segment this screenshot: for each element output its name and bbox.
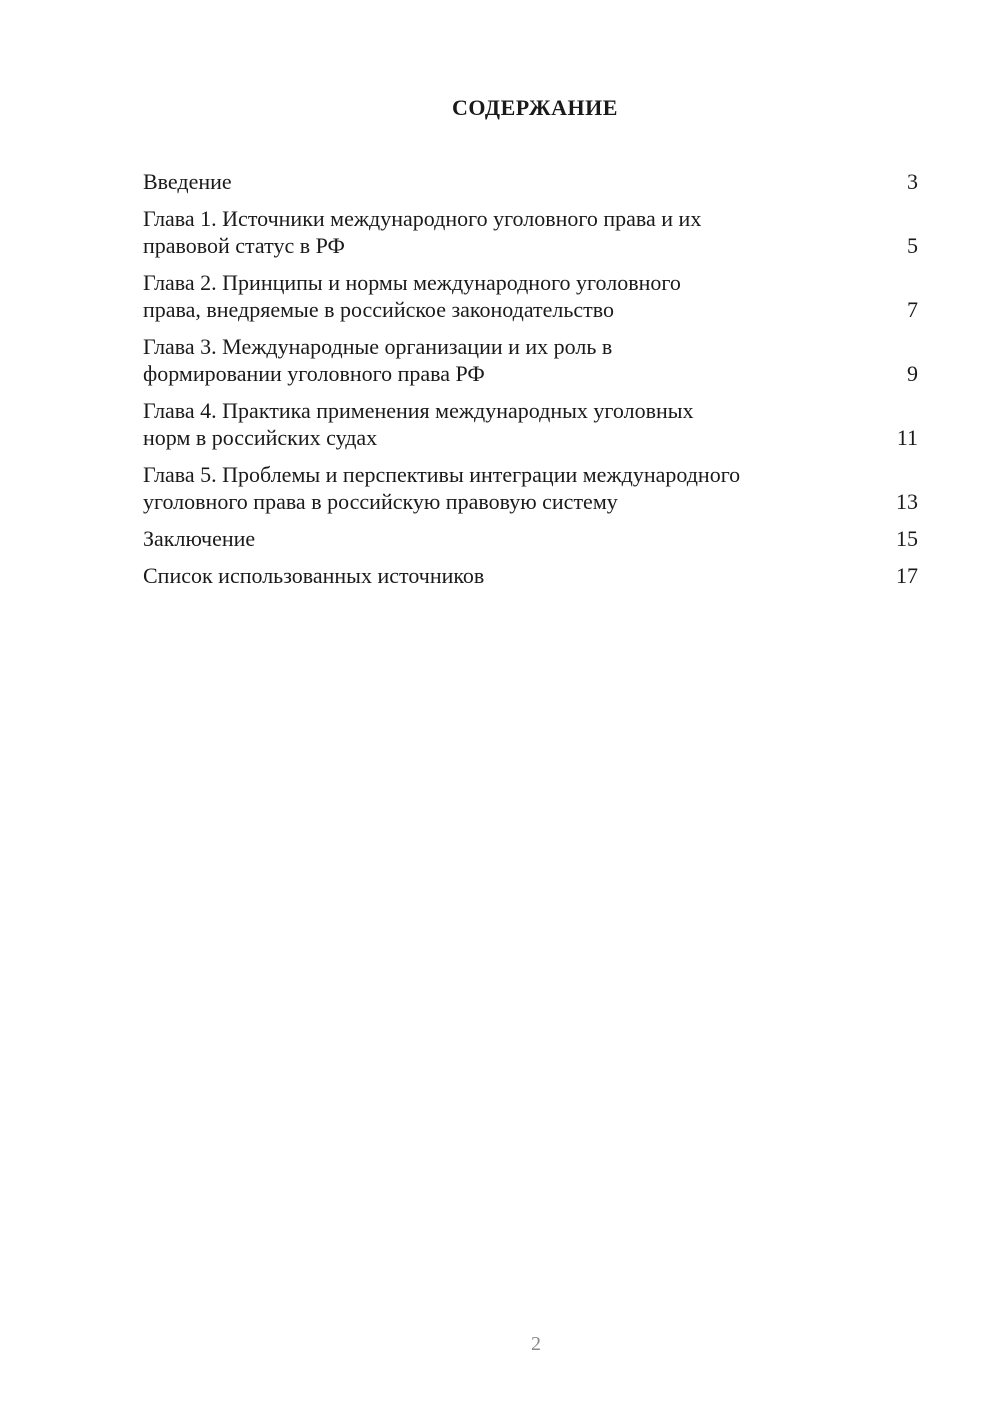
toc-entry-page: 9	[907, 361, 918, 386]
toc-entry-title	[143, 333, 907, 387]
toc-entry-title	[143, 525, 896, 552]
toc-entry-page: 13	[896, 489, 918, 514]
toc-entry-references	[143, 562, 918, 589]
toc-entry-line: права, внедряемые в российское законодательство	[143, 297, 615, 322]
toc-entry-page: 5	[907, 233, 918, 258]
toc-entry-line: Глава 5. Проблемы и перспективы интеграции международного	[143, 462, 741, 487]
toc-entry-line: Введение	[143, 169, 232, 194]
toc-entry-introduction	[143, 168, 918, 195]
toc-entry-line: Глава 3. Международные организации и их роль в	[143, 334, 613, 359]
toc-entry-title	[143, 397, 897, 451]
toc-entry-page: 3	[907, 169, 918, 194]
toc-entry-line: Глава 2. Принципы и нормы международного уголовного	[143, 270, 681, 295]
toc-entry-line: норм в российских судах	[143, 425, 378, 450]
toc-entry-line: Глава 1. Источники международного уголовного права и их	[143, 206, 702, 231]
toc-entry-title	[143, 168, 907, 195]
toc-entry-page: 11	[896, 425, 918, 450]
toc-entry-chapter-4	[143, 397, 918, 451]
page-title: СОДЕРЖАНИЕ	[452, 95, 618, 120]
toc-entry-line: Список использованных источников	[143, 563, 485, 588]
toc-entry-title	[143, 205, 907, 259]
toc-entry-chapter-5	[143, 461, 918, 515]
toc-entry-line: Заключение	[143, 526, 256, 551]
toc-entry-page: 7	[907, 297, 918, 322]
toc-entry-chapter-1	[143, 205, 918, 259]
toc-entry-title	[143, 269, 907, 323]
toc-entry-line: уголовного права в российскую правовую систему	[143, 489, 618, 514]
toc-entry-page: 17	[896, 563, 918, 588]
toc-entry-title	[143, 562, 896, 589]
toc-entry-line: Глава 4. Практика применения международных уголовных	[143, 398, 694, 423]
page-number: 2	[531, 1333, 541, 1355]
toc-entry-line: формировании уголовного права РФ	[143, 361, 485, 386]
toc-entry-line: правовой статус в РФ	[143, 233, 345, 258]
toc-entry-title	[143, 461, 896, 515]
toc-entry-conclusion	[143, 525, 918, 552]
toc-entry-chapter-2	[143, 269, 918, 323]
table-of-contents	[143, 168, 918, 599]
toc-entry-chapter-3	[143, 333, 918, 387]
toc-entry-page: 15	[896, 526, 918, 551]
